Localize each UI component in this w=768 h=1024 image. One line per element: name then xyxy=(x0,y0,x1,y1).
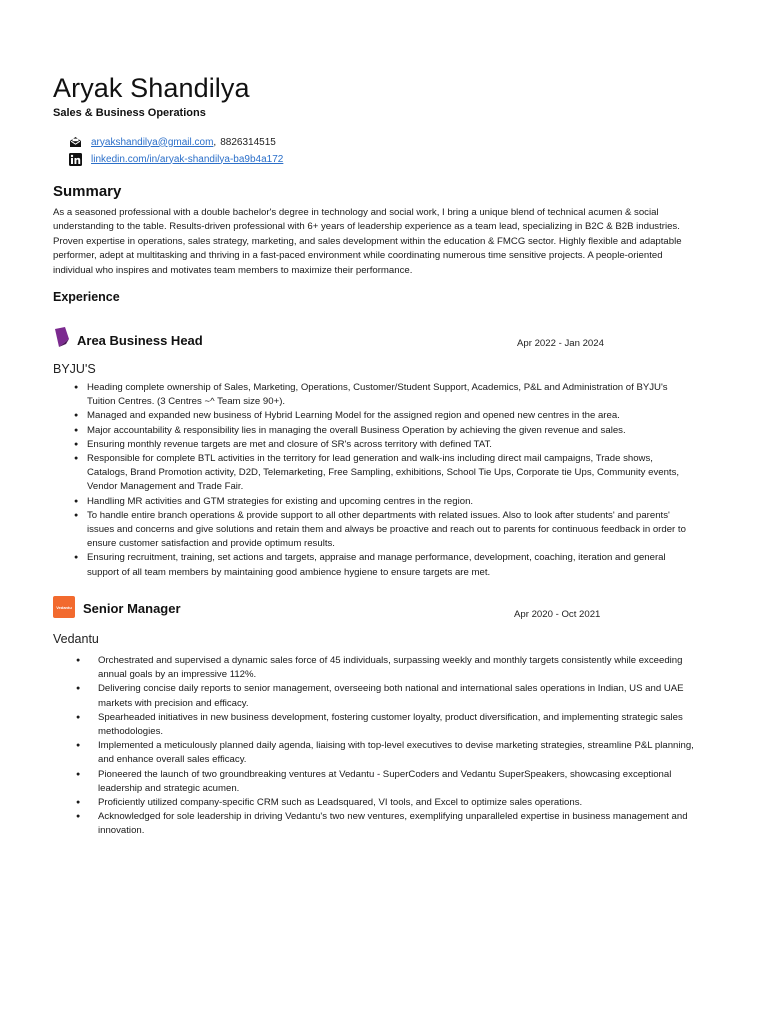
job-header-vedantu xyxy=(53,596,181,618)
linkedin-link[interactable]: linkedin.com/in/aryak-shandilya-ba9b4a172 xyxy=(91,153,284,165)
list-item: ● Spearheaded initiatives in new business development, fostering customer loyalty, product diversification, and implementing strategic sales methodologies. xyxy=(98,711,698,739)
company-name: Vedantu xyxy=(53,632,99,646)
job-title: Senior Manager xyxy=(83,601,181,616)
mail-icon xyxy=(68,135,82,149)
email-separator: , xyxy=(213,136,217,148)
job-bullets-byjus xyxy=(87,381,687,580)
email-contact-row xyxy=(68,135,276,149)
job-bullets-vedantu xyxy=(98,654,698,839)
list-item: ● Delivering concise daily reports to senior management, overseeing both national and international sales operations in Indian, US and UAE markets with precision and efficacy. xyxy=(98,682,698,710)
list-item: ● Orchestrated and supervised a dynamic sales force of 45 individuals, surpassing weekly and monthly targets consistently while exceeding annual goals by an impressive 112%. xyxy=(98,654,698,682)
company-name: BYJU'S xyxy=(53,362,96,376)
candidate-name: Aryak Shandilya xyxy=(53,73,250,103)
phone-number: 8826314515 xyxy=(220,136,276,148)
experience-heading: Experience xyxy=(53,290,120,304)
summary-heading: Summary xyxy=(53,183,122,200)
job-dates: Apr 2020 - Oct 2021 xyxy=(514,609,601,620)
email-link[interactable]: aryakshandilya@gmail.com xyxy=(91,136,214,148)
list-item: ● Responsible for complete BTL activities in the territory for lead generation and walk-ins including direct mail campaigns, Trade shows, Catalogs, Brand Promotion activity, D2D, Telemarketing, Free Sampling, exhibitions, School Tie Ups, Corporate tie Ups, Community events, Vendor Management and Trade Fair. xyxy=(87,452,687,495)
byjus-logo-icon xyxy=(53,326,71,348)
job-title: Area Business Head xyxy=(77,332,203,348)
list-item: ● To handle entire branch operations & provide support to all other departments with related issues. Also to look after students' and parents' issues and concerns and give solutions and retain them and always be proactive and reach out to parents for continuous feedback in order to ensure customer satisfaction and provide optimum results. xyxy=(87,509,687,552)
list-item: ● Handling MR activities and GTM strategies for existing and upcoming centres in the region. xyxy=(87,495,687,509)
linkedin-icon xyxy=(68,152,82,166)
list-item: ● Proficiently utilized company-specific CRM such as Leadsquared, VI tools, and Excel to optimize sales operations. xyxy=(98,796,698,810)
summary-text: As a seasoned professional with a double bachelor's degree in technology and social work, I bring a unique blend of technical acumen & social understanding to the table. Results-driven professional with 6+ years of leadership experience as a team lead, specializing in B2C & B2B industries. Proven expertise in operations, sales strategy, marketing, and sales development within the education & FMCG sector. Highly flexible and adaptable performer, adept at multitasking and thriving in a fast-paced environment while coordinating numerous time sensitive projects. A people-oriented individual who inspires and motivates team members to maximize their performance. xyxy=(53,207,682,276)
list-item: ● Ensuring monthly revenue targets are met and closure of SR's across territory with defined TAT. xyxy=(87,438,687,452)
list-item: ● Heading complete ownership of Sales, Marketing, Operations, Customer/Student Support, Academics, P&L and Administration of BYJU's Tuition Centres. (3 Centres ~^ Team size 90+). xyxy=(87,381,687,409)
linkedin-contact-row xyxy=(68,152,283,166)
list-item: ● Pioneered the launch of two groundbreaking ventures at Vedantu - SuperCoders and Vedantu SuperSpeakers, showcasing exceptional leadership and strategic acumen. xyxy=(98,768,698,796)
vedantu-logo-text: Vedantu xyxy=(56,604,72,610)
list-item: ● Implemented a meticulously planned daily agenda, liaising with top-level executives to devise marketing strategies, streamline P&L planning, and enhance overall sales efficacy. xyxy=(98,739,698,767)
list-item: ● Acknowledged for sole leadership in driving Vedantu's two new ventures, exemplifying unparalleled expertise in business management and innovation. xyxy=(98,810,698,838)
job-header-byjus xyxy=(53,326,203,348)
job-dates: Apr 2022 - Jan 2024 xyxy=(517,338,604,349)
list-item: ● Major accountability & responsibility lies in managing the overall Business Operation by achieving the given revenue and sales. xyxy=(87,424,687,438)
vedantu-logo-icon xyxy=(53,596,75,618)
candidate-subtitle: Sales & Business Operations xyxy=(53,107,206,119)
list-item: ● Ensuring recruitment, training, set actions and targets, appraise and manage performance, development, coaching, iteration and general support of all team members by maintaining good ambience hygiene to ensure targets are met. xyxy=(87,551,687,579)
list-item: ● Managed and expanded new business of Hybrid Learning Model for the assigned region and opened new centres in the area. xyxy=(87,409,687,423)
